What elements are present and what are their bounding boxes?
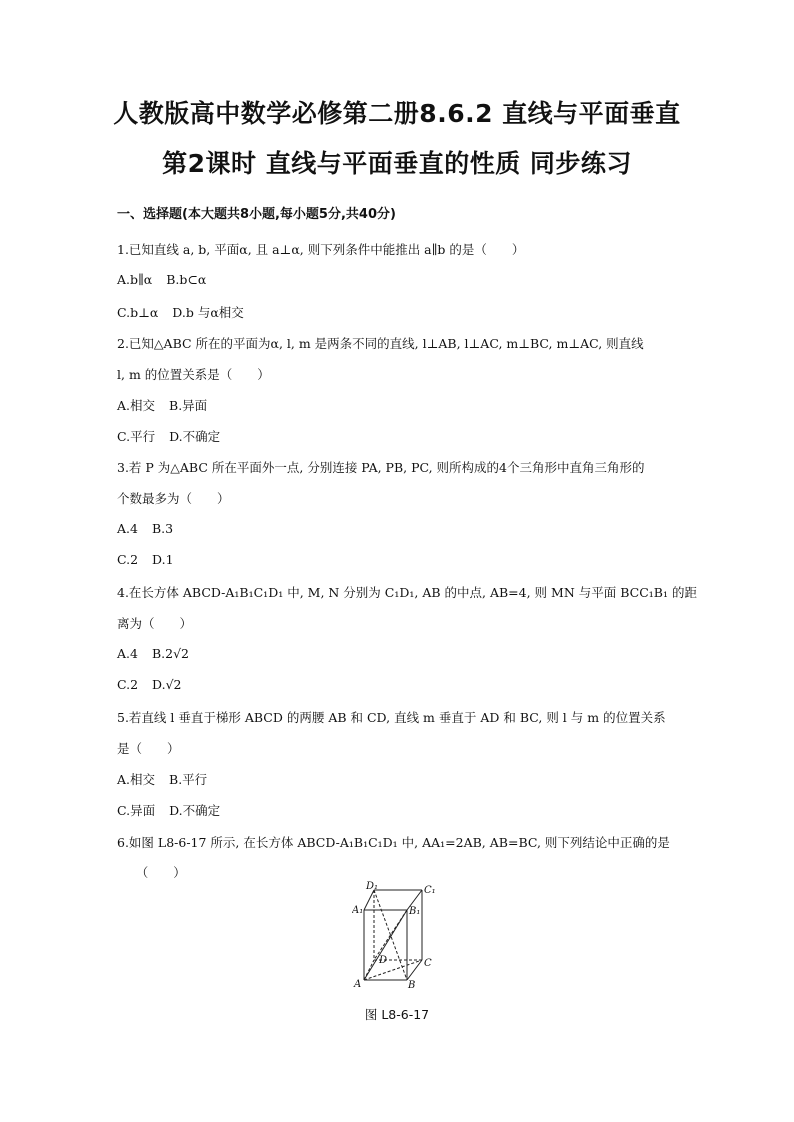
q5-stem-line2: 是（ ） [117, 741, 180, 756]
q5-option-b: B.平行 [169, 772, 208, 787]
q2-options-row2 [117, 427, 220, 445]
label-b: B [408, 980, 416, 991]
q3-option-b: B.3 [151, 521, 174, 536]
q4-option-a: A.4 [117, 646, 138, 661]
q5-stem-line1: 5.若直线 l 垂直于梯形 ABCD 的两腰 AB 和 CD, 直线 m 垂直于 AD 和 BC, 则 l 与 m 的位置关系 [117, 710, 666, 725]
doc-title-line1: 人教版高中数学必修第二册8.6.2 直线与平面垂直 [113, 99, 681, 128]
q5-option-a: A.相交 [117, 772, 156, 787]
q3-stem-line1: 3.若 P 为△ABC 所在平面外一点, 分别连接 PA, PB, PC, 则所构成的4个三角形中直角三角形的 [117, 460, 645, 475]
doc-title-line2: 第2课时 直线与平面垂直的性质 同步练习 [162, 149, 632, 178]
q5-option-d: D.不确定 [169, 803, 221, 818]
edge-d1a1 [364, 890, 374, 910]
prism-figure [352, 880, 442, 992]
q2-option-c: C.平行 [117, 429, 156, 444]
q1-option-b: B.b⊂α [166, 272, 207, 287]
q3-option-c: C.2 [117, 552, 139, 567]
q4-stem-line1: 4.在长方体 ABCD-A₁B₁C₁D₁ 中, M, N 分别为 C₁D₁, AB 的中点, AB=4, 则 MN 与平面 BCC₁B₁ 的距 [117, 585, 697, 600]
q2-option-b: B.异面 [169, 398, 208, 413]
label-b1: B₁ [409, 906, 421, 917]
q2-option-d: D.不确定 [169, 429, 221, 444]
label-a: A [354, 979, 362, 990]
label-a1: A₁ [352, 905, 364, 916]
q3-option-d: D.1 [152, 552, 174, 567]
q5-options-row2 [117, 801, 220, 819]
label-d: D [379, 955, 388, 966]
q4-stem-line2: 离为（ ） [117, 616, 193, 631]
q2-options-row1 [117, 396, 207, 414]
q2-stem-line1: 2.已知△ABC 所在的平面为α, l, m 是两条不同的直线, l⊥AB, l⊥AC, m⊥BC, m⊥AC, 则直线 [117, 336, 644, 351]
q5-option-c: C.异面 [117, 803, 156, 818]
figure-caption: 图 L8-6-17 [364, 1007, 430, 1022]
q1-options-row1 [117, 272, 206, 287]
q1-option-c: C.b⊥α [117, 305, 159, 320]
q1-stem: 1.已知直线 a, b, 平面α, 且 a⊥α, 则下列条件中能推出 a∥b 的是（ ） [117, 242, 525, 257]
q3-options-row1 [117, 521, 173, 536]
q1-option-a: A.b∥α [117, 272, 153, 287]
section-heading: 一、选择题(本大题共8小题,每小题5分,共40分) [117, 207, 396, 222]
q1-options-row2 [117, 303, 244, 321]
q4-option-c: C.2 [117, 677, 139, 692]
diagonal-ac [364, 960, 422, 980]
q6-stem-line1: 6.如图 L8-6-17 所示, 在长方体 ABCD-A₁B₁C₁D₁ 中, AA₁=2AB, AB=BC, 则下列结论中正确的是 [117, 835, 670, 850]
q3-options-row2 [117, 552, 174, 567]
q1-option-d: D.b 与α相交 [172, 305, 244, 320]
q3-option-a: A.4 [117, 521, 138, 536]
label-c: C [424, 958, 432, 969]
q2-stem-line2: l, m 的位置关系是（ ） [117, 367, 270, 382]
q2-option-a: A.相交 [117, 398, 156, 413]
q4-option-d: D.√2 [152, 677, 182, 692]
q4-option-b: B.2√2 [151, 646, 189, 661]
label-d1: D₁ [366, 881, 379, 892]
q3-stem-line2: 个数最多为（ ） [117, 491, 230, 506]
edge-bc [407, 960, 422, 980]
q6-stem-line2: （ ） [117, 865, 186, 880]
q4-options-row2 [117, 677, 182, 692]
q4-options-row1 [117, 646, 189, 661]
label-c1: C₁ [424, 885, 436, 896]
q5-options-row1 [117, 770, 207, 788]
